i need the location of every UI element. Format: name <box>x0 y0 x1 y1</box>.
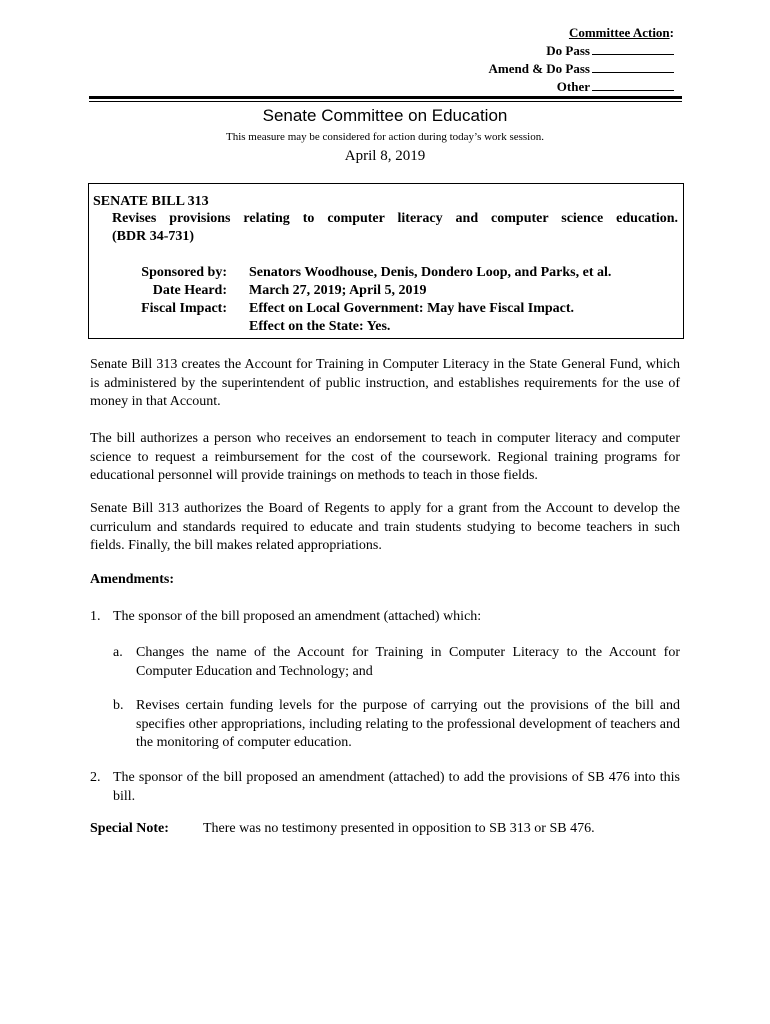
sponsored-value: Senators Woodhouse, Denis, Dondero Loop, and Parks, et al. <box>249 265 612 280</box>
amendment-1b-number: b. <box>113 698 124 713</box>
other-blank <box>592 79 674 91</box>
amendment-2-number: 2. <box>90 770 101 785</box>
fiscal-value-local: Effect on Local Government: May have Fiscal Impact. <box>249 301 575 316</box>
sponsored-label: Sponsored by: <box>141 265 227 280</box>
special-note-label: Special Note: <box>90 821 169 836</box>
other-line: Other <box>489 78 674 96</box>
amend-do-pass-blank <box>592 61 674 73</box>
committee-action-title: Committee Action: <box>568 25 674 40</box>
hearing-date: April 8, 2019 <box>344 148 426 164</box>
header-rule-thin <box>89 101 682 102</box>
date-heard-label: Date Heard: <box>152 283 227 298</box>
amendment-1b-text: Revises certain funding levels for the purpose of carrying out the provisions of the bill and specifies other appropriations, including relating to the professional development of teachers and the monitoring of computer education. <box>136 698 680 750</box>
bill-bdr: (BDR 34-731) <box>112 229 195 244</box>
summary-paragraph-2: The bill authorizes a person who receives an endorsement to teach in computer literacy and computer science to request a reimbursement for the cost of the coursework. Regional training programs for educational personnel will provide trainings on methods to teach in those fields. <box>90 431 680 483</box>
amendment-1-number: 1. <box>90 609 101 624</box>
amend-do-pass-line: Amend & Do Pass <box>489 60 674 78</box>
bill-info-box <box>88 183 684 339</box>
amendment-1-text: The sponsor of the bill proposed an amendment (attached) which: <box>113 609 482 624</box>
fiscal-value-state: Effect on the State: Yes. <box>249 319 391 334</box>
date-heard-value: March 27, 2019; April 5, 2019 <box>249 283 427 298</box>
bill-number: SENATE BILL 313 <box>93 194 209 209</box>
amendment-2-text: The sponsor of the bill proposed an amendment (attached) to add the provisions of SB 476 into this bill. <box>113 770 680 804</box>
committee-title: Senate Committee on Education <box>262 106 508 125</box>
do-pass-blank <box>592 43 674 55</box>
summary-paragraph-1: Senate Bill 313 creates the Account for Training in Computer Literacy in the State General Fund, which is administered by the superintendent of public instruction, and establishes requirements for the use of money in that Account. <box>90 357 680 409</box>
amendment-1a-text: Changes the name of the Account for Training in Computer Literacy to the Account for Computer Education and Technology; and <box>136 645 680 679</box>
amendment-1a-number: a. <box>113 645 123 660</box>
summary-paragraph-3: Senate Bill 313 authorizes the Board of Regents to apply for a grant from the Account to develop the curriculum and standards required to educate and train students studying to become teachers in such fields. Finally, the bill makes related appropriations. <box>90 501 680 553</box>
header-rule-thick <box>89 96 682 99</box>
considered-note: This measure may be considered for action during today’s work session. <box>225 131 544 143</box>
special-note-text: There was no testimony presented in opposition to SB 313 or SB 476. <box>203 821 595 836</box>
do-pass-line: Do Pass <box>489 42 674 60</box>
bill-description: Revises provisions relating to computer literacy and computer science education. <box>112 211 678 226</box>
committee-action-block <box>489 24 674 96</box>
amendments-heading: Amendments: <box>90 572 174 587</box>
fiscal-label: Fiscal Impact: <box>141 301 227 316</box>
